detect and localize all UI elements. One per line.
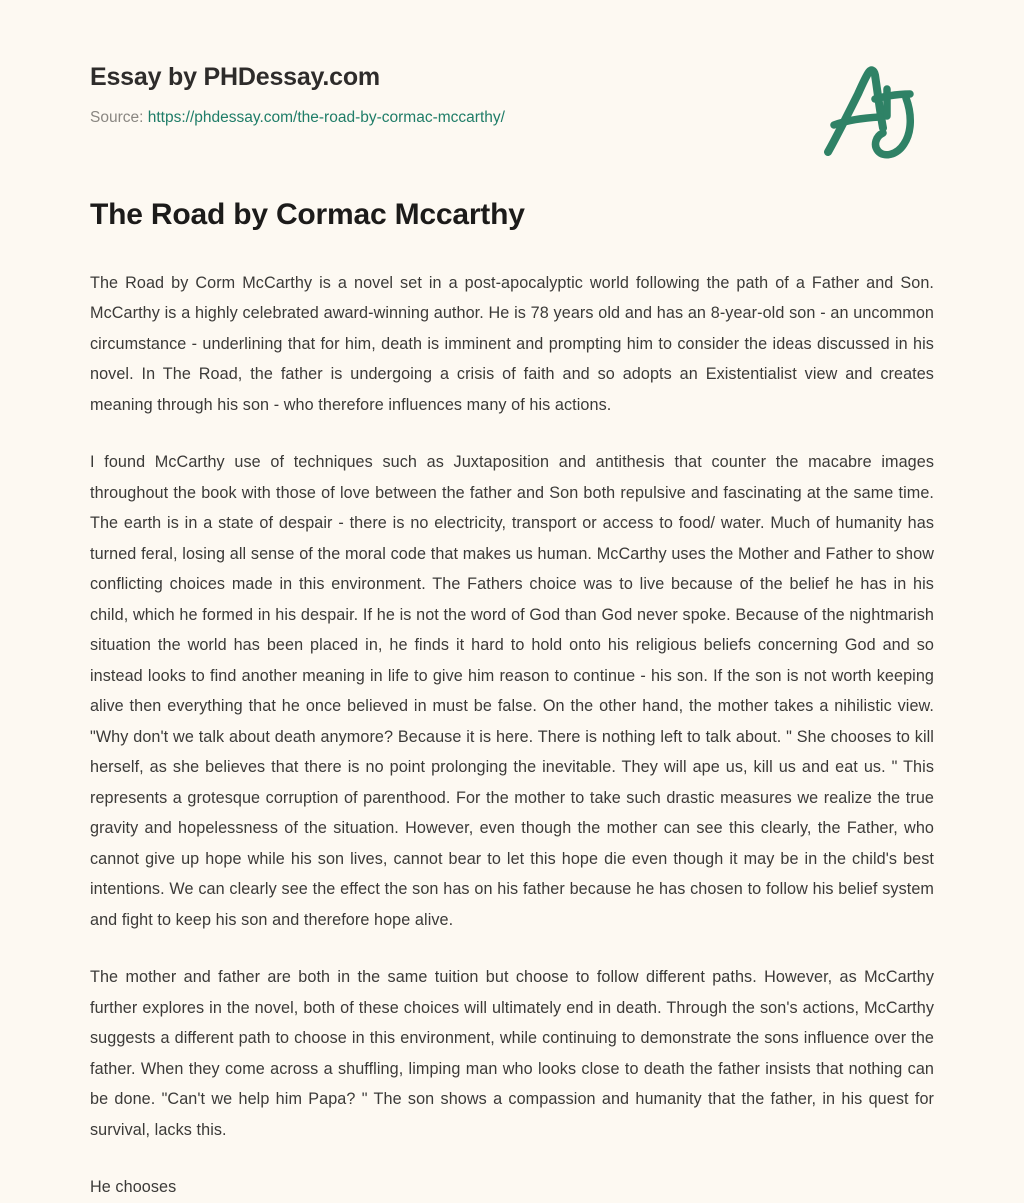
article (90, 196, 934, 1203)
source-url-link[interactable]: https://phdessay.com/the-road-by-cormac-mccarthy/ (147, 109, 505, 126)
article-paragraph-4: He chooses (90, 1178, 177, 1196)
page-header (90, 0, 934, 126)
site-brand-title: Essay by PHDessay.com (90, 63, 380, 91)
source-label: Source: (90, 109, 144, 126)
source-line (90, 108, 934, 128)
article-paragraph-1: The Road by Corm McCarthy is a novel set in a post-apocalyptic world following the path of a Father and Son. McCarthy is a highly celebrated award-winning author. He is 78 years old and has an 8-year-old son - an uncommon circumstance - underlining that for him, death is imminent and prompting him to consider the ideas discussed in his novel. In The Road, the father is undergoing a crisis of faith and so adopts an Existentialist view and creates meaning through his son - who therefore influences many of his actions. (90, 273, 934, 414)
a-plus-logo-icon (814, 52, 934, 172)
page-title: The Road by Cormac Mccarthy (90, 198, 525, 231)
article-paragraph-3: The mother and father are both in the same tuition but choose to follow different paths. However, as McCarthy further explores in the novel, both of these choices will ultimately end in death. Through the son's actions, McCarthy suggests a different path to choose in this environment, while continuing to demonstrate the sons influence over the father. When they come across a shuffling, limping man who looks close to death the father insists that nothing can be done. "Can't we help him Papa? " The son shows a compassion and humanity that the father, in his quest for survival, lacks this. (90, 968, 934, 1139)
article-body (90, 268, 934, 1203)
article-paragraph-2: I found McCarthy use of techniques such as Juxtaposition and antithesis that counter the macabre images throughout the book with those of love between the father and Son both repulsive and fascinating at the same time. The earth is in a state of despair - there is no electricity, transport or access to food/ water. Much of humanity has turned feral, losing all sense of the moral code that makes us human. McCarthy uses the Mother and Father to show conflicting choices made in this environment. The Fathers choice was to live because of the belief he has in his child, which he formed in his despair. If he is not the word of God than God never spoke. Because of the nightmarish situation the world has been placed in, he finds it hard to hold onto his religious beliefs concerning God and so instead looks to find another meaning in life to give him reason to continue - his son. If the son is not worth keeping alive then everything that he once believed in must be false. On the other hand, the mother takes a nihilistic view. "Why don't we talk about death anymore? Because it is here. There is nothing left to talk about. " She chooses to kill herself, as she believes that there is no point prolonging the inevitable. They will ape us, kill us and eat us. " This represents a grotesque corruption of parenthood. For the mother to take such drastic measures we realize the true gravity and hopelessness of the situation. However, even though the mother can see this clearly, the Father, who cannot give up hope while his son lives, cannot bear to let this hope die even though it may be in the child's best intentions. We can clearly see the effect the son has on his father because he has chosen to follow his belief system and fight to keep his son and therefore hope alive. (90, 453, 934, 929)
